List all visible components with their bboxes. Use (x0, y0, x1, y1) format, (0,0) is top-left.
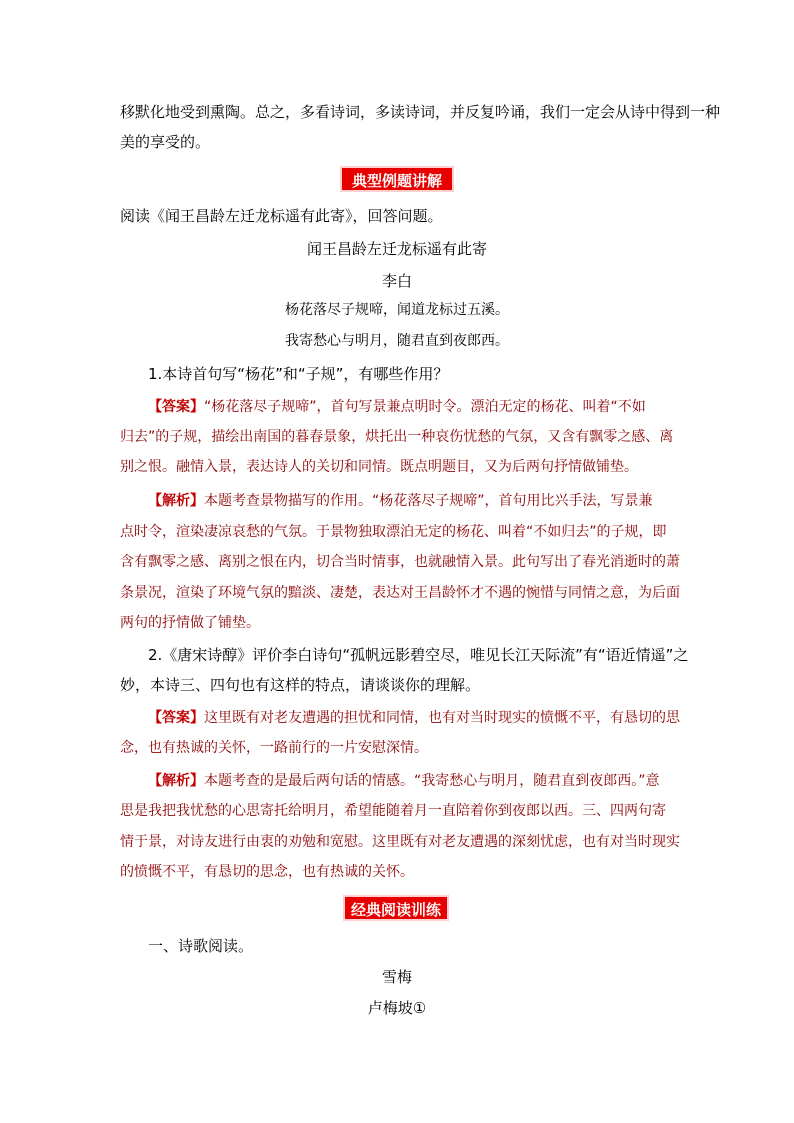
intro-line-1: 移默化地受到熏陶。总之，多看诗词，多读诗词，并反复吟诵，我们一定会从诗中得到一种 (120, 103, 721, 121)
q1-answer-line-1: 【答案】“杨花落尽子规啼”，首句写景兼点明时令。漂泊无定的杨花、叫着“不如 (148, 399, 646, 415)
q1-analysis-line-1: 【解析】本题考查景物描写的作用。“杨花落尽子规啼”，首句用比兴手法，写景兼 (148, 493, 653, 509)
poem-author: 李白 (381, 272, 412, 290)
q2-analysis-line-2: 思是我把我忧愁的心思寄托给明月，希望能随着月一直陪着你到夜郎以西。三、四两句寄 (120, 803, 666, 819)
q1-analysis-line-3: 含有飘零之感、离别之恨在内，切合当时情事，也就融情入景。此句写出了春光消逝时的萧 (120, 554, 680, 570)
analysis-tag: 【解析】 (148, 773, 204, 789)
q1-analysis-line-5: 两句的抒情做了铺垫。 (120, 615, 260, 631)
section-banner-examples: 典型例题讲解 (340, 166, 454, 192)
intro-line-2: 美的享受的。 (120, 133, 211, 151)
q2-analysis-line-4: 的愤慨不平，有恳切的思念，也有热诚的关怀。 (120, 864, 414, 880)
analysis-tag: 【解析】 (148, 493, 204, 509)
reading-instruction: 阅读《闻王昌龄左迁龙标遥有此寄》，回答问题。 (120, 207, 443, 225)
answer-tag: 【答案】 (148, 399, 204, 415)
question-2-line-1: 2.《唐宋诗醇》评价李白诗句“孤帆远影碧空尽，唯见长江天际流”有“语近情遥”之 (148, 646, 689, 664)
q1-analysis-line-2: 点时令，渲染凄凉哀愁的气氛。于景物独取漂泊无定的杨花、叫着“不如归去”的子规，即 (120, 524, 667, 540)
q1-answer-line-3: 别之恨。融情入景，表达诗人的关切和同情。既点明题目，又为后两句抒情做铺垫。 (120, 459, 638, 475)
section-heading: 一、诗歌阅读。 (148, 937, 254, 955)
q2-analysis-line-3: 情于景，对诗友进行由衷的劝勉和宽慰。这里既有对老友遭遇的深刻忧虑，也有对当时现实 (120, 834, 680, 850)
q1-analysis-line-4: 条景况，渲染了环境气氛的黯淡、凄楚，表达对王昌龄怀才不遇的惋惜与同情之意，为后面 (120, 585, 680, 601)
poem-2-author: 卢梅坡① (367, 999, 427, 1017)
question-1: 1.本诗首句写“杨花”和“子规”，有哪些作用？ (148, 365, 449, 383)
section-banner-training: 经典阅读训练 (343, 895, 449, 921)
q1-answer-line-2: 归去”的子规，描绘出南国的暮春景象，烘托出一种哀伤忧愁的气氛，又含有飘零之感、离 (120, 429, 674, 445)
q2-analysis-line-1: 【解析】本题考查的是最后两句话的情感。“我寄愁心与明月，随君直到夜郎西。”意 (148, 773, 660, 789)
q2-answer-line-2: 念，也有热诚的关怀，一路前行的一片安慰深情。 (120, 740, 428, 756)
question-2-line-2: 妙，本诗三、四句也有这样的特点，请谈谈你的理解。 (120, 676, 481, 694)
poem-title: 闻王昌龄左迁龙标遥有此寄 (306, 240, 487, 258)
poem-2-title: 雪梅 (381, 968, 412, 986)
poem-verse-2: 我寄愁心与明月，随君直到夜郎西。 (285, 333, 509, 349)
q2-answer-line-1: 【答案】这里既有对老友遭遇的担忧和同情，也有对当时现实的愤慨不平，有恳切的思 (148, 710, 680, 726)
poem-verse-1: 杨花落尽子规啼，闻道龙标过五溪。 (285, 302, 509, 318)
answer-tag: 【答案】 (148, 710, 204, 726)
